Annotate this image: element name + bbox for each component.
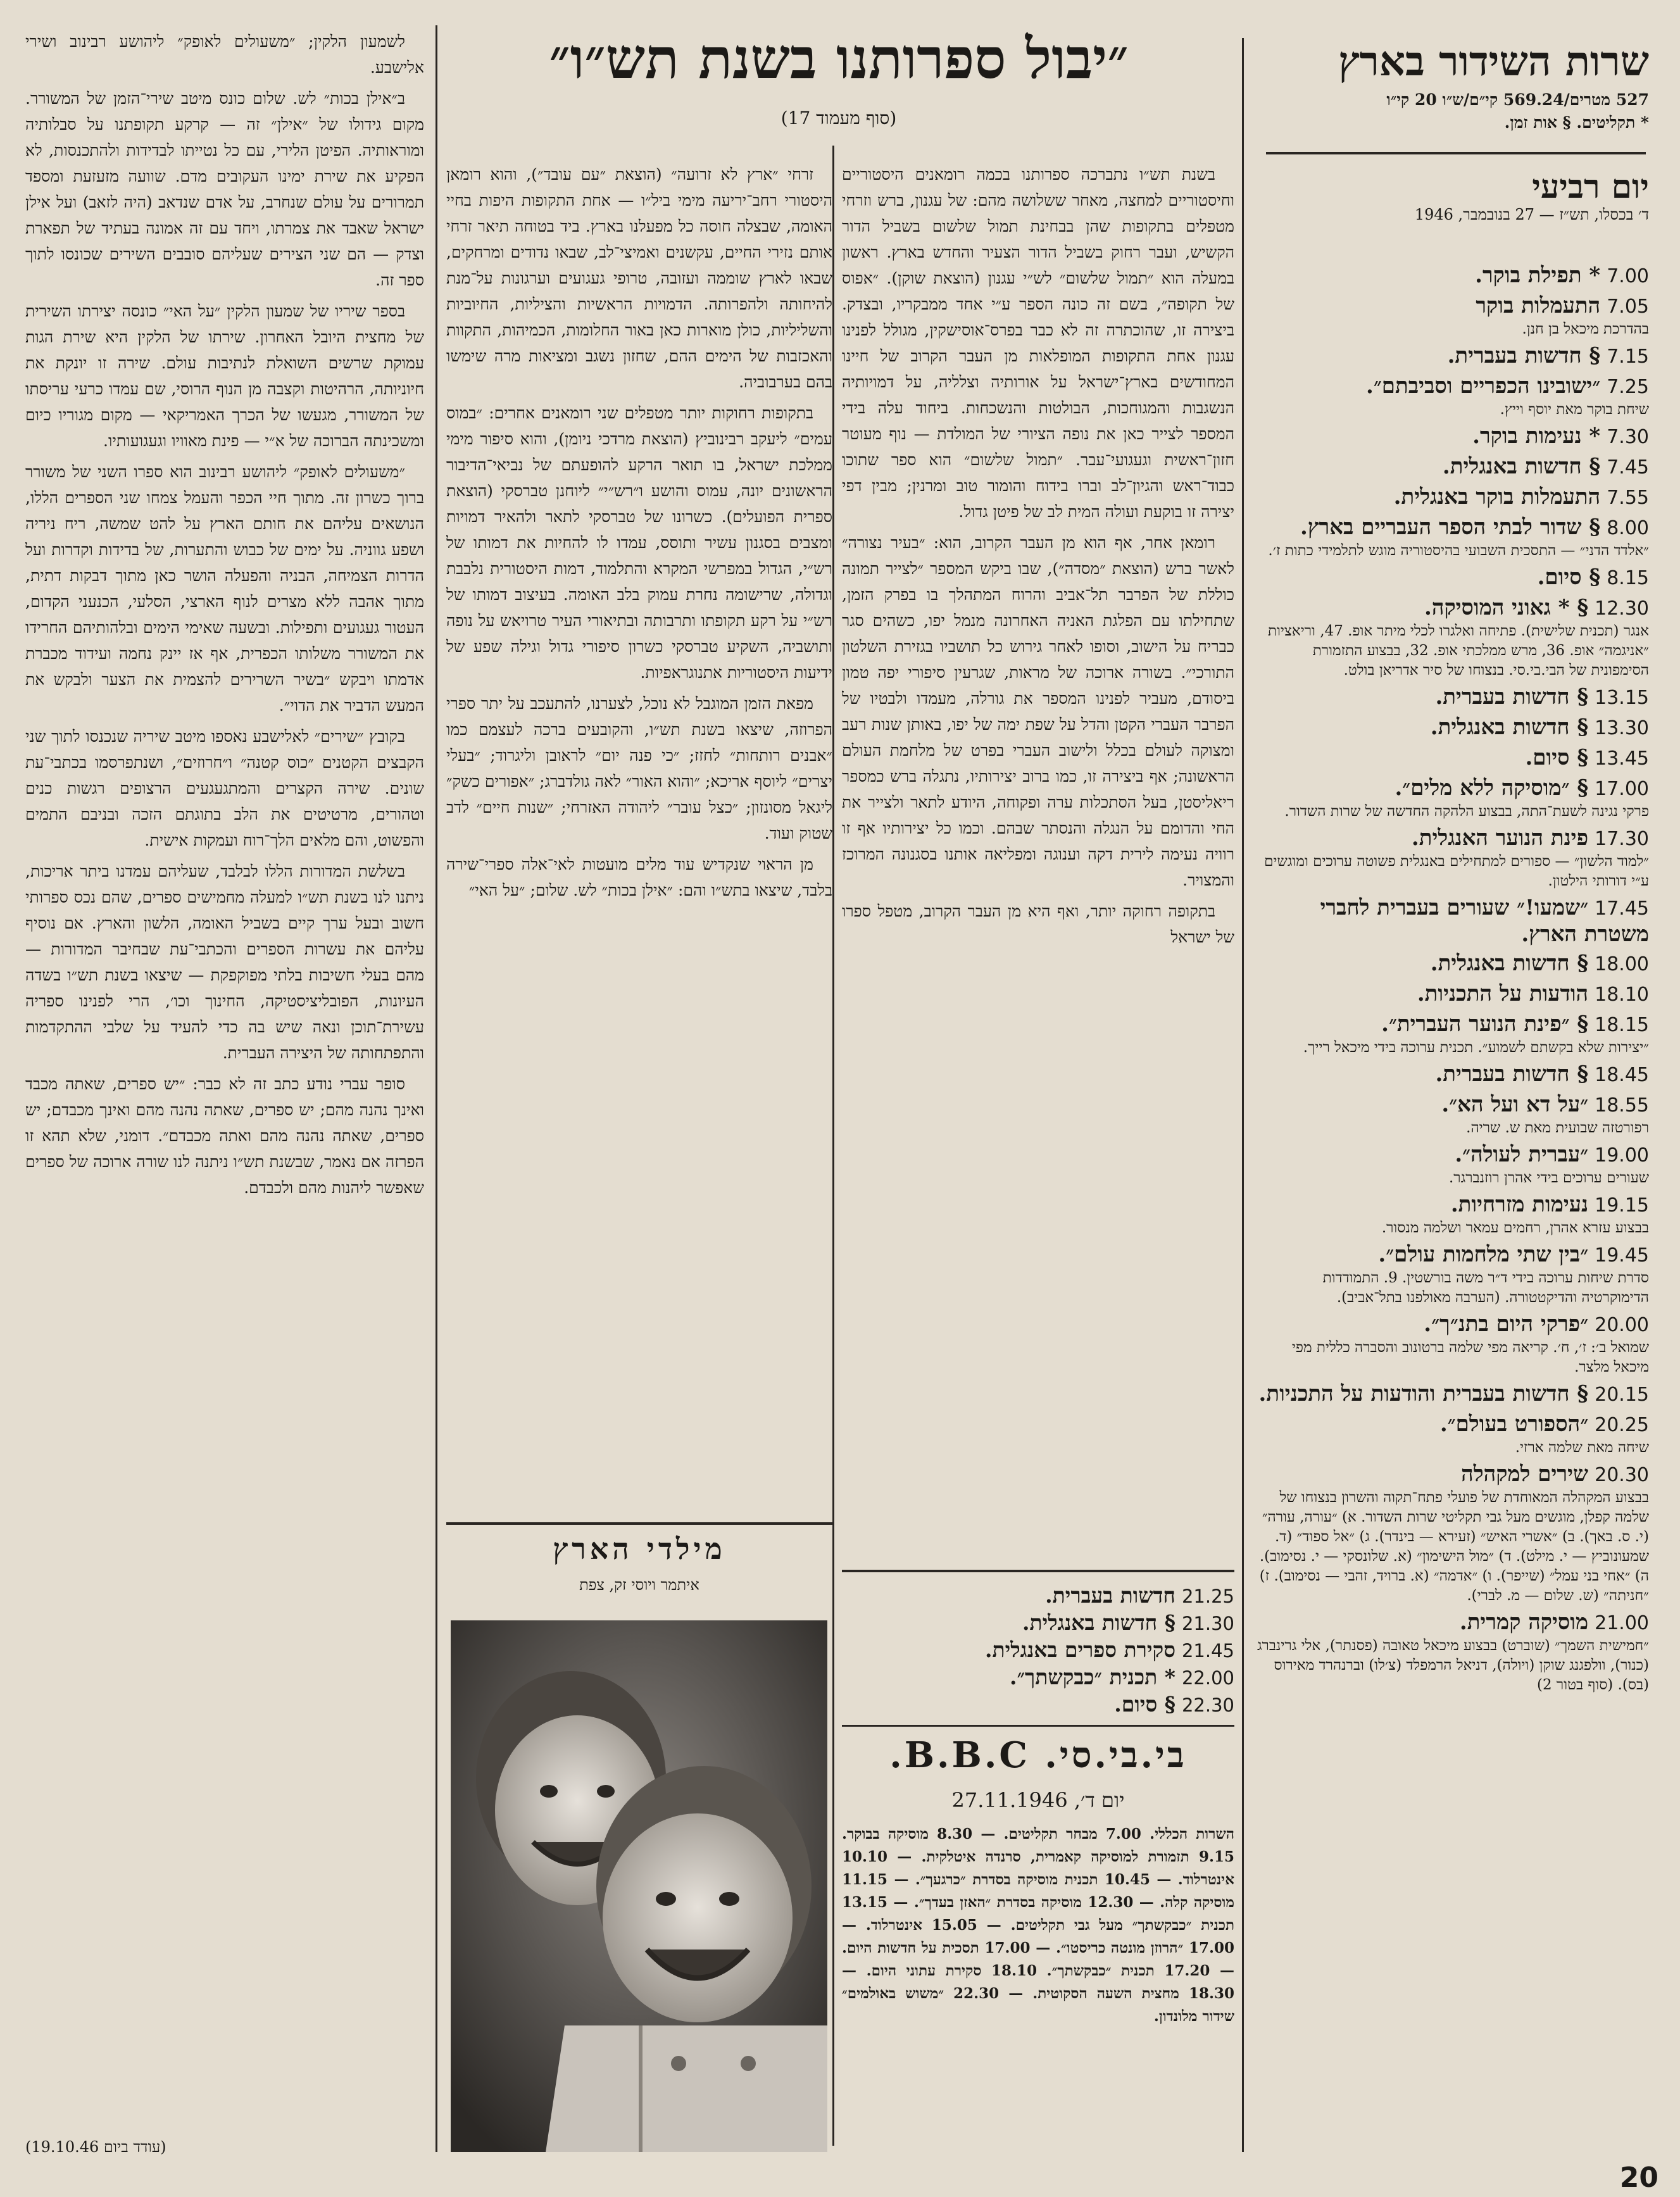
schedule-item-title: § ״פינת הנוער העברית״. (1381, 1011, 1589, 1037)
schedule-item-time: 13.30 (1595, 717, 1649, 739)
schedule-item-main (1257, 1610, 1649, 1636)
schedule-item-time: 7.25 (1607, 376, 1649, 398)
schedule-item-main (1257, 263, 1649, 289)
schedule-item-title: § חדשות בעברית. (1435, 684, 1589, 710)
horizontal-rule (842, 1725, 1234, 1727)
extra-schedule-time: 21.30 (1181, 1613, 1234, 1634)
schedule-item-main (1257, 1011, 1649, 1038)
schedule-item (1257, 981, 1649, 1008)
schedule-item (1257, 423, 1649, 450)
schedule-item-main (1257, 454, 1649, 480)
schedule-item-desc: ״אלדד הדני״ — התסכית השבועי בהיסטוריה מוגש לתלמידי כתות ז׳. (1268, 542, 1649, 559)
schedule-item-desc: פרקי נגינה לשעת־התה, בבצוע הלהקה החדשה של שרות השדור. (1284, 803, 1649, 820)
article-paragraph: זרחי ״ארץ לא זרועה״ (הוצאת ״עם עובד״), והוא רומאן היסטורי רחב־יריעה מימי ביל״ו — אחת התקופות היפות בחיי האומה, שבצלה חוסה כל מפעלנו בארץ. ביד בטוחה תיאר זרחי אותם נזירי החיים, עקשנים ואמיצי־לב, שבאו נדודים ומרחקים, שבאו לארץ שוממה ועזובה, טרופי געגועים וערגונות על־מנת להיחותה ולהפרותה. הדמויות הראשיות והציליות, החיוביות והשליליות, כולן מוארות כאן באור החלומות, הכמיהות, התקוות והאכזבות של הימים ההם, שחזון נשגב ומציאות מרה שימשו בהם בערבוביה. (446, 165, 832, 391)
schedule-item-time: 18.55 (1595, 1094, 1649, 1117)
schedule-item-desc: בבצוע עזרא אהרן, רחמים עמאר ושלמה מנסור. (1381, 1220, 1649, 1236)
schedule-item (1257, 1610, 1649, 1695)
schedule-item-title: § חדשות באנגלית. (1442, 454, 1601, 479)
schedule-item-title: נעימות מזרחיות. (1450, 1192, 1589, 1217)
schedule-item-time: 7.30 (1607, 426, 1649, 448)
schedule-item-desc: שמואל ב׳: ז׳, ח׳. קריאה מפי שלמה ברטונוב והסברה כללית מפי מיכאל מלצר. (1291, 1339, 1649, 1375)
extra-schedule-time: 21.25 (1181, 1586, 1234, 1607)
schedule-item-time: 18.00 (1595, 953, 1649, 975)
article-continued-note: (סוף מעמוד 17) (780, 108, 897, 128)
bbc-date: יום ד׳, 27.11.1946 (951, 1788, 1125, 1812)
schedule-item-time: 19.45 (1595, 1244, 1649, 1267)
schedule-item-title: מוסיקה קמרית. (1459, 1610, 1589, 1635)
horizontal-rule (446, 1522, 832, 1525)
article-column-2 (446, 161, 832, 1516)
article-column-1 (842, 161, 1234, 1563)
article-paragraph: מפאת הזמן המוגבל לא נוכל, לצערנו, להתעכב על יתר ספרי הפרוזה, שיצאו בשנת תש״ו, והקובעים ברכה לעצמם כמו ״אבנים רותחות״ לחזז; ״כי פנה יום״ לראובן וליגרוד; ״בעלי יצרים״ ליוסף אריכא; ״והוא האור״ לאה גולדברג; ״אפורים כשק״ ליגאל מסונזון; ״כצל עובר״ ליהודה האזרחי; ״שנות חיים״ לדב שטוק ועוד. (446, 694, 832, 842)
schedule-item-desc: אנגר (תכנית שלישית). פתיחה ואלגרו לכלי מיתר אופ. 47, וריאציות ״אניגמה״ אופ. 36, מרש ממלכתי אופ. 32, בבצוע התזמורת הסימפונית של הבי.בי.סי. בנצוחו של סיר אדריאן בולט. (1267, 623, 1649, 679)
photo-credit: איתמר ויוסי זק, צפת (579, 1576, 699, 1594)
day-title: יום רביעי (1532, 168, 1649, 206)
schedule-item (1257, 1462, 1649, 1606)
article-paragraph: סופר עברי נודע כתב זה לא כבר: ״יש ספרים, שאתה מכבד ואינך נהנה מהם; יש ספרים, שאתה נהנה מהם ואינך מכבדם; יש ספרים, שאתה נהנה מהם ואתה מכבדם״. דומני, שלא תהא זו הפרזה אם נאמר, שבשנת תש״ו ניתנה לנו שורה ארוכה של ספרים שאפשר ליהנות מהם ולכבדם. (25, 1075, 424, 1197)
schedule-subtitle-line: 527 מטרים/569.24 קי״ם/ש״ו 20 קי״ו (1386, 91, 1649, 109)
schedule-item-time: 17.30 (1595, 828, 1649, 850)
schedule-item-main (1257, 1192, 1649, 1218)
schedule-list (1257, 263, 1649, 1883)
article-paragraph: בשלשת המדורות הללו לבלבד, שעליהם עמדנו ביתר אריכות, ניתנו לנו בשנת תש״ו למעלה מחמישים ספרים, שהם נכס ספרותי חשוב ובעל ערך קיים בשביל האומה, הלשון והארץ. אם נוסיף עליהם את עשרות הספרים והכתבי־עת שבחיבר המדורות — מהם בעלי חשיבות בלתי מפוקפקת — שיצאו בשנת תש״ו בשדה העיונות, הפובליציסטיקה, החינוך וכו׳, הרי לפנינו ספריה עשירת־תוכן ונאה שיש בה כדי להעיד על שלבי ההתקדמות והתפתחותה של היצירה העברית. (25, 862, 424, 1062)
extra-schedule-item (842, 1637, 1234, 1664)
schedule-item (1257, 775, 1649, 822)
extra-schedule-item (842, 1582, 1234, 1610)
extra-schedule-title: סקירת ספרים באנגלית. (984, 1637, 1175, 1662)
schedule-item-desc: סדרת שיחות ערוכה בידי ד״ר משה בורשטין. 9. התמודדות הדימוקרטיה והדיקטטורה. (הערבה מאולפנו בתל־אביב). (1322, 1270, 1649, 1306)
schedule-item (1257, 595, 1649, 680)
article-paragraph: בקובץ ״שירים״ לאלישבע נאספו מיטב שיריה שנכנסו לתוך שני הקבצים הקטנים ״כוס קטנה״ ו״חרוזים״, ושנתפרסמו בכתבי־עת שונים. שירה הקצרים והמתגעגעים הרצופים רגשות כנים וטהורים, מרטיטים את הלב בתוגתם הזכה ובניבם התמים והפשוט, והם מלאים הלך־רוח ועמקות אישית. (25, 727, 424, 849)
schedule-item-time: 8.15 (1607, 567, 1649, 589)
schedule-item-main (1257, 1462, 1649, 1488)
schedule-item-main (1257, 1411, 1649, 1438)
schedule-item-desc: ״חמישית השמך״ (שוברט) בבצוע מיכאל טאובה (פסנתר), אלי גרינברג (כנור), וולפגנג שוקן (ויולה), דניאל הרמפלד (צ׳לו) וברנהרד מאירוס (בס). (סוף בטור 2) (1257, 1637, 1649, 1693)
schedule-item-time: 17.00 (1595, 778, 1649, 800)
schedule-item (1257, 565, 1649, 591)
horizontal-rule (842, 1570, 1234, 1572)
article-paragraph: רומאן אחר, אף הוא מן העבר הקרוב, הוא: ״בעיר נצורה״ לאשר ברש (הוצאת ״מסדה״), שבו ביקש המספר ״לצייר תמונה כוללת של הפרבר תל־אביב והרוח המתהלך בו בפרק הזמן, שתחילתו עם הפלגת האניה האחרונה מנמל יפו, כשהים סגר כבריח על הישוב, וסופו לאחר גירוש כל תושביו בגזירת השלטון התורכי״. בשורה ארוכה של מראות, שגרעין סיפורי יפה טמון ביסודם, מעביר לפנינו המספר את גורלה, מעמדו ולבטיו של הפרבר העברי הקטן והדל על שפת ימה של יפו, באותן שנות רעב ומצוקה לעולם בכלל ולישוב העברי בפרט של מלחמת העולם הראשונה; אף ביצירה זו, כמו ברוב יצירותיו, נתגלה ברש כמספר ריאליסטן, בעל הסתכלות ערה ופקוחה, היודע לתאר ולצייר את החי והדומם על הנגלה והנסתר שבהם. וכמו כל יצירותיו אף זו רוויה נעימה לירית דקה וענוגה ומפליאה אותנו בסגנונה המרוכז והמצויר. (842, 534, 1234, 889)
schedule-item-desc: רפורטזה שבועית מאת ש. שריה. (1466, 1120, 1649, 1136)
extra-schedule (842, 1582, 1234, 1718)
schedule-item-desc: שעורים ערוכים בידי אהרן רוזנברגר. (1449, 1170, 1649, 1186)
schedule-item-time: 7.05 (1607, 296, 1649, 318)
schedule-item-time: 13.15 (1595, 687, 1649, 709)
column-rule (1242, 38, 1244, 2152)
article-title: ״יבול ספרותנו בשנת תש״ו״ (549, 25, 1129, 91)
schedule-item-time: 20.30 (1595, 1464, 1649, 1486)
schedule-title: שרות השידור בארץ (1338, 38, 1649, 85)
schedule-item (1257, 745, 1649, 772)
schedule-item-main (1257, 423, 1649, 450)
schedule-item-main (1257, 1061, 1649, 1088)
article-column-3 (25, 28, 424, 2136)
schedule-item-time: 18.45 (1595, 1064, 1649, 1086)
schedule-item-time: 20.25 (1595, 1414, 1649, 1436)
schedule-item (1257, 1192, 1649, 1238)
schedule-item (1257, 825, 1649, 891)
bbc-text: השרות הכללי. 7.00 מבחר תקליטים. — 8.30 מוסיקה בבוקר. 9.15 תזמורת למוסיקה קאמרית, סרנדה איטלקית. — 10.10 אינטרלוד. — 10.45 תכנית מוסיקה בסדרת ״כרגעך״. — 11.15 מוסיקה קלה. — 12.30 מוסיקה בסדרת ״האזן בעדך״. — 13.15 תכנית ״כבקשתך״ מעל גבי תקליטים. — 15.05 אינטרלוד. — 17.00 ״הרוזן מונטה כריסטו״. — 17.00 תסכית על חדשות היום. — 17.20 תכנית ״כבקשתך״. 18.10 סקירת עתוני היום. — 18.30 מחצית השעה הסקוטית. — 22.30 ״משוש באולמים״ שידור מלונדון. (842, 1825, 1234, 2025)
schedule-item-title: § סיום. (1525, 745, 1589, 770)
schedule-item-title: ״בין שתי מלחמות עולם״. (1378, 1242, 1589, 1267)
schedule-item-title: ״עברית לעולה״. (1455, 1142, 1589, 1167)
schedule-item-title: § ״מוסיקה ללא מלים״. (1395, 775, 1589, 801)
schedule-item-title: * נעימות בוקר. (1472, 423, 1601, 449)
extra-schedule-time: 22.30 (1181, 1694, 1234, 1716)
schedule-item-title: פינת הנוער האנגלית. (1411, 825, 1589, 851)
schedule-item-time: 7.15 (1607, 346, 1649, 368)
schedule-item-main (1257, 981, 1649, 1008)
schedule-item-time: 21.00 (1595, 1612, 1649, 1634)
schedule-item (1257, 1311, 1649, 1377)
schedule-item (1257, 343, 1649, 370)
schedule-item-main (1257, 775, 1649, 802)
schedule-item-title: ״פרקי היום בתנ״ך״. (1424, 1311, 1589, 1337)
extra-schedule-title: § סיום. (1114, 1692, 1175, 1717)
schedule-item-desc: בהדרכת מיכאל בן חנן. (1522, 321, 1649, 337)
schedule-item (1257, 1242, 1649, 1308)
schedule-item (1257, 454, 1649, 480)
article-paragraph: לשמעון הלקין; ״משעולים לאופק״ ליהושע רבינוב ושירי אלישבע. (25, 32, 424, 77)
schedule-item (1257, 1381, 1649, 1408)
schedule-item (1257, 1061, 1649, 1088)
schedule-item-time: 13.45 (1595, 748, 1649, 770)
schedule-item-time: 17.45 (1595, 898, 1649, 920)
schedule-item-desc: ״יצירות שלא בקשתם לשמוע״. תכנית ערוכה בידי מיכאל רייך. (1303, 1039, 1649, 1056)
schedule-item-time: 20.00 (1595, 1314, 1649, 1336)
column-rule (436, 25, 437, 2152)
schedule-item-title: § חדשות בעברית והודעות על התכניות. (1258, 1381, 1589, 1406)
schedule-item (1257, 293, 1649, 339)
schedule-item-main (1257, 715, 1649, 741)
schedule-item-main (1257, 343, 1649, 370)
schedule-item-main (1257, 684, 1649, 711)
bbc-title: בי.בי.סי. B.B.C. (889, 1734, 1187, 1776)
schedule-item-title: § * גאוני המוסיקה. (1424, 595, 1589, 620)
schedule-subtitle-line: * תקליטים. § אות זמן. (1504, 113, 1649, 132)
article-paragraph: בתקופות רחוקות יותר מטפלים שני רומאנים אחרים: ״במוס עמים״ ליעקב רבינוביץ (הוצאת מרדכי ניומן), והוא סיפור מימי ממלכת ישראל, בו תואר הרקע להופעתם של נביאי־הדיבור הראשונים יונה, עמוס והושע ו״רש״י״ ליוחנן טברסקי (הוצאת ספרית הפועלים). כשרונו של טברסקי לתאר ולהאיר דמויות ומצבים בסגנון עשיר ותוסס, עמדו לו להחיות את דמותו של רש״י, הגדול במפרשי המקרא והתלמוד, דמות היסטורית נלבבת וגדולה, שרישומה נחרת עמוק בלב האומה. בעיצוב דמותו של רש״י על רקע תקופתו ותרבותה ובתיאורי העיר טרויאש על נופה ותושביה, השקיע טברסקי כשרון סיפורי גדול וגילה שפע של ידיעות היסטוריות אתנוגראפיות. (446, 404, 832, 682)
schedule-item (1257, 1411, 1649, 1458)
schedule-item-main (1257, 293, 1649, 320)
schedule-item-main (1257, 484, 1649, 511)
schedule-item-main (1257, 515, 1649, 541)
schedule-item-main (1257, 895, 1649, 947)
schedule-item (1257, 373, 1649, 420)
schedule-item (1257, 484, 1649, 511)
extra-schedule-item (842, 1610, 1234, 1637)
schedule-item-main (1257, 595, 1649, 622)
schedule-item-desc: שיחת בוקר מאת יוסף וייץ. (1500, 401, 1649, 418)
article-paragraph: בתקופה רחוקה יותר, ואף היא מן העבר הקרוב, מטפל ספרו של ישראל (842, 902, 1234, 946)
schedule-item-time: 12.30 (1595, 598, 1649, 620)
schedule-item-title: § שדור לבתי הספר העבריים בארץ. (1300, 515, 1601, 540)
schedule-subtitle (1257, 89, 1649, 134)
schedule-item-time: 7.45 (1607, 456, 1649, 479)
schedule-item-time: 18.10 (1595, 984, 1649, 1006)
schedule-item (1257, 1011, 1649, 1058)
schedule-item-title: * תפילת בוקר. (1475, 263, 1601, 288)
schedule-item-title: ״הספורט בעולם״. (1439, 1411, 1589, 1437)
schedule-item-title: ״ישובינו הכפריים וסביבתם״. (1366, 373, 1601, 399)
schedule-item (1257, 1142, 1649, 1188)
schedule-item-main (1257, 1242, 1649, 1268)
day-date: ד׳ בכסלו, תש״ז — 27 בנובמבר, 1946 (1414, 206, 1649, 223)
schedule-item-time: 19.15 (1595, 1194, 1649, 1217)
schedule-item-title: הודעות על התכניות. (1417, 981, 1589, 1006)
schedule-item-time: 20.15 (1595, 1384, 1649, 1406)
schedule-item-main (1257, 1311, 1649, 1338)
schedule-item-main (1257, 825, 1649, 852)
schedule-item-title: התעמלות בוקר (1476, 293, 1601, 318)
schedule-item-main (1257, 745, 1649, 772)
schedule-item-time: 7.55 (1607, 487, 1649, 509)
schedule-item-time: 19.00 (1595, 1144, 1649, 1167)
schedule-item (1257, 895, 1649, 947)
page-number: 20 (1619, 2162, 1658, 2194)
schedule-item-title: ״על דא ועל הא״. (1441, 1092, 1589, 1117)
extra-schedule-time: 22.00 (1181, 1667, 1234, 1689)
photo-title: מילדי הארץ (553, 1532, 726, 1566)
schedule-item (1257, 1092, 1649, 1138)
extra-schedule-time: 21.45 (1181, 1640, 1234, 1662)
schedule-item-title: § חדשות באנגלית. (1430, 951, 1589, 976)
article-paragraph: בשנת תש״ו נתברכה ספרותנו בכמה רומאנים היסטוריים וחיסטוריים למחצה, מאחר ששלושה מהם: של עגנון, ברש וזרחי מטפלים בתקופות שהן בבחינת תמול שלשום בשביל הדור הקשיש, ועבר רחוק בשביל הדור הצעיר והחדש בארץ. ראשון במעלה הוא ״תמול שלשום״ לש״י עגנון (הוצאת שוקן). ״אפוס של תקופה״, בשם זה כונה הספר ע״י אחד ממבקריו, ובצדק. ביצירה זו, שהוכתרה זה לא כבר בפרס־אוסישקין, מגולל לפנינו עגנון אחת התקופות המופלאות מן העבר הקרוב של חיינו המחודשים בארץ־ישראל על אורותיה וצלליה, על דמויותיה הנשגבות והמגוחכות, הבולטות והנשכחות. ביחוד עלה בידי המספר לצייר כאן את נופה הציורי של המולדת — נוף מעוטר חזון־ראשית וגעגועי־עבר. ״תמול שלשום״ הוא ספר שתוכו כבוד־ראש והגיון־לב וברו בידוח והומור טוב ומרנין; מבין דפי יצירה זו בוקעת ועולה המית לב של פיטן גדול. (842, 165, 1234, 521)
schedule-item-title: התעמלות בוקר באנגלית. (1393, 484, 1601, 510)
schedule-item (1257, 263, 1649, 289)
schedule-item-desc: בבצוע המקהלה המאוחדת של פועלי פתח־תקוה והשרון בנצוחו של שלמה קפלן, מוגשים מעל גבי תקליטי שרות השדור. א) ״עורה, עורה״ (י. ס. באך). ב) ״אשרי האיש״ (זעירא — בינדר). ג) ״אל ספוד״ (ד. שמעונוביץ — י. מילט). ד) ״מול הישימון״ (א. שלונסקי — י. נסימוב). ה) ״אחי בני עמל״ (שייפר). ו) ״אדמה״ (א. ברויד, זהבי — נסימוב). ז) ״חניתה״ (ש. שלום — מ. לברי). (1259, 1489, 1649, 1604)
extra-schedule-item (842, 1664, 1234, 1691)
extra-schedule-item (842, 1691, 1234, 1718)
horizontal-rule (1266, 152, 1646, 154)
schedule-item-title: § חדשות באנגלית. (1430, 715, 1589, 740)
schedule-item (1257, 951, 1649, 977)
article-paragraph: ״משעולים לאופק״ ליהושע רבינוב הוא ספרו השני של משורר ברוך כשרון זה. מתוך חיי הכפר והעמל צמחו שני הספרים הללו, הנושאים עליהם את חותם הארץ על להט שמשה, ריח ניריה ושפע גווניה. על ימים של כבוש והתערות, של בדידות וקדרות ועל הדרות הצמיחה, הבניה והפעלה הושר כאן מתוך דבקות דתית, מתוך אהבה ללא מצרים לנוף הארצי, הסלעי, הכנעני הקדום, העטור געגועים ותפילות. ובשעה שאימי הימים ובלהותיהם החרידו את המשורר משלותו הכפרית, אף אז יינק נחמה ועידוד מכברת אדמתו ויבקש ״בשיר השרירים להצמית את הצער ולבקש את המעש הדביר את הדוי״. (25, 463, 424, 715)
schedule-item-title: § חדשות בעברית. (1435, 1061, 1589, 1087)
schedule-item-main (1257, 565, 1649, 591)
schedule-item (1257, 715, 1649, 741)
schedule-item-time: 7.00 (1607, 265, 1649, 287)
extra-schedule-title: * תכנית ״כבקשתך״. (1010, 1665, 1175, 1689)
article-paragraph: בספר שיריו של שמעון הלקין ״על האי״ כונסה יצירתו השירית של מחצית היובל האחרון. שירתו של הלקין היא שירת הגות עמוקת שרשים השואלת לנתיבות עולם. שירה זו יונקת את חיוניותה, הרהיטות וקצבה מן הנוף הרוסי, שם עמדו כרעי עריסתו של המשורר, מגעשו של הכרך האמריקאי — מקום מגוריו כיום ומשכינתה הברוכה של א״י — פינת מאוויו וגעגועותיו. (25, 302, 424, 450)
schedule-item (1257, 684, 1649, 711)
article-signature: (עודד ביום 19.10.46) (25, 2138, 166, 2156)
article-paragraph: מן הראוי שנקדיש עוד מלים מועטות לאי־אלה ספרי־שירה בלבד, שיצאו בתש״ו והם: ״אילן בכות״ לש. שלום; ״על האי״ (446, 855, 832, 899)
schedule-item-main (1257, 1092, 1649, 1118)
schedule-item-main (1257, 951, 1649, 977)
schedule-item-main (1257, 1142, 1649, 1168)
children-photo (451, 1620, 827, 2152)
schedule-item-title: § חדשות בעברית. (1447, 343, 1601, 368)
schedule-item-title: שירים למקהלה (1461, 1462, 1589, 1487)
schedule-item-main (1257, 1381, 1649, 1408)
schedule-item-desc: שיחה מאת שלמה ארזי. (1515, 1439, 1649, 1456)
schedule-item (1257, 515, 1649, 561)
schedule-item-time: 8.00 (1607, 517, 1649, 539)
extra-schedule-title: § חדשות באנגלית. (1022, 1610, 1175, 1635)
extra-schedule-title: חדשות בעברית. (1045, 1583, 1175, 1608)
schedule-item-title: ״שמעו!״ שעורים בעברית לחברי משטרת הארץ. (1320, 895, 1649, 947)
schedule-item-desc: ״למוד הלשון״ — ספורים למתחילים באנגלית פשוטה ערוכים ומוגשים ע״י דורותי הילטון. (1264, 853, 1649, 889)
article-paragraph: ב״אילן בכות״ לש. שלום כונס מיטב שירי־הזמן של המשורר. מקום גידולו של ״אילן״ זה — קרקע תקופתנו על סבלותיה ומוראותיה. הפיטן הלירי, עם כל נטייתו לבדידות ולהתכנסות, לא הפקיע את שירת ימינו העקובים מדם. שוועה מזעזעת ומספד תמרורים על עולם שנחרב, על אדם שנדאב (היה לזאב) ועל אילן ישראל שאבד את צמרתו, ויחד עם זה אמונה בעתיד של תפארת וצדק — הם שני הצירים שעליהם סובבים השירים שכונסו לתוך ספר זה. (25, 89, 424, 289)
schedule-item-time: 18.15 (1595, 1014, 1649, 1036)
schedule-item-main (1257, 373, 1649, 400)
column-rule (832, 146, 834, 2146)
schedule-item-title: § סיום. (1537, 565, 1601, 590)
